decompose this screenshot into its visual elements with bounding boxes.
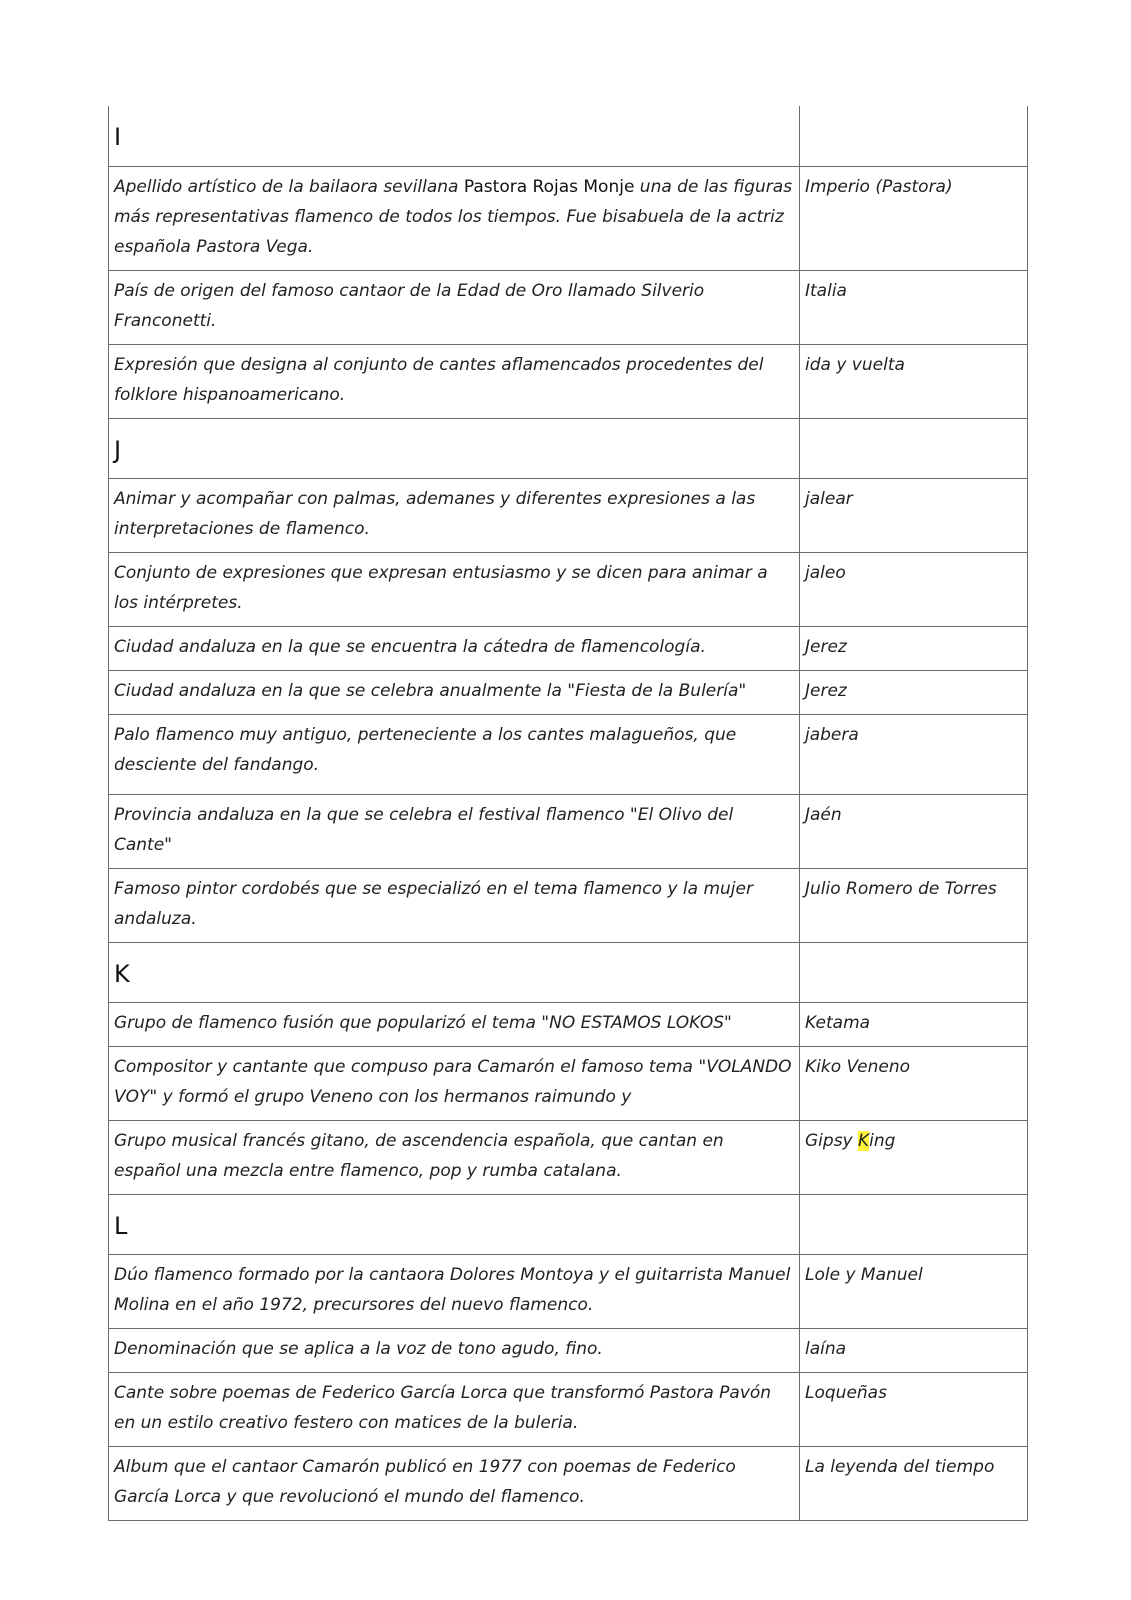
definition-cell: Cante sobre poemas de Federico García Lorca que transformó Pastora Pavón en un estilo creativo festero con matices de la buleria. (109, 1372, 800, 1446)
answer-cell: jabera (800, 714, 1028, 794)
section-header-row (109, 1194, 1028, 1254)
section-letter: I (114, 123, 122, 151)
section-letter-cell (109, 942, 800, 1002)
section-letter-cell (109, 418, 800, 478)
table-row (109, 552, 1028, 626)
definition-text: una de las figuras más representativas flamenco de todos los tiempos. Fue bisabuela de la actriz española Pastora Vega. (114, 176, 793, 257)
definition-cell: Ciudad andaluza en la que se celebra anualmente la "Fiesta de la Bulería" (109, 670, 800, 714)
table-row (109, 166, 1028, 270)
definition-text: Apellido artístico de la bailaora sevillana (114, 176, 464, 197)
definition-cell: Grupo de flamenco fusión que popularizó el tema "NO ESTAMOS LOKOS" (109, 1002, 800, 1046)
definition-emphasis: Pastora Rojas Monje (463, 176, 635, 197)
section-header-row (109, 942, 1028, 1002)
answer-cell: jaleo (800, 552, 1028, 626)
table-row (109, 1120, 1028, 1194)
table-row (109, 1372, 1028, 1446)
section-header-row (109, 418, 1028, 478)
table-row (109, 1254, 1028, 1328)
definition-cell: Dúo flamenco formado por la cantaora Dolores Montoya y el guitarrista Manuel Molina en el año 1972, precursores del nuevo flamenco. (109, 1254, 800, 1328)
definition-cell: Grupo musical francés gitano, de ascendencia española, que cantan en español una mezcla entre flamenco, pop y rumba catalana. (109, 1120, 800, 1194)
answer-text: Gipsy (805, 1130, 859, 1151)
section-letter: J (114, 435, 122, 464)
answer-cell: Jaén (800, 794, 1028, 868)
empty-cell (800, 106, 1028, 166)
answer-cell: Ketama (800, 1002, 1028, 1046)
empty-cell (800, 1194, 1028, 1254)
definition-cell: Animar y acompañar con palmas, ademanes y diferentes expresiones a las interpretaciones de flamenco. (109, 478, 800, 552)
section-letter-cell (109, 106, 800, 166)
table-row (109, 478, 1028, 552)
answer-cell: ida y vuelta (800, 344, 1028, 418)
table-row (109, 1046, 1028, 1120)
highlighted-letter: K (858, 1130, 870, 1151)
table-row (109, 344, 1028, 418)
answer-cell: Julio Romero de Torres (800, 868, 1028, 942)
answer-cell: Loqueñas (800, 1372, 1028, 1446)
definition-cell: País de origen del famoso cantaor de la Edad de Oro llamado Silverio Franconetti. (109, 270, 800, 344)
answer-cell: Jerez (800, 626, 1028, 670)
definition-cell: Famoso pintor cordobés que se especializó en el tema flamenco y la mujer andaluza. (109, 868, 800, 942)
definition-cell (109, 166, 800, 270)
empty-cell (800, 942, 1028, 1002)
answer-cell: Italia (800, 270, 1028, 344)
table-row (109, 626, 1028, 670)
answer-cell: jalear (800, 478, 1028, 552)
table-row (109, 1002, 1028, 1046)
section-letter: L (114, 1211, 128, 1240)
definition-cell: Provincia andaluza en la que se celebra el festival flamenco "El Olivo del Cante" (109, 794, 800, 868)
table-row (109, 1328, 1028, 1372)
answer-cell: laína (800, 1328, 1028, 1372)
table-row (109, 670, 1028, 714)
section-letter: K (114, 959, 130, 988)
definition-cell: Palo flamenco muy antiguo, perteneciente a los cantes malagueños, que desciente del fandango. (109, 714, 800, 794)
table-row (109, 794, 1028, 868)
definition-cell: Album que el cantaor Camarón publicó en 1977 con poemas de Federico García Lorca y que revolucionó el mundo del flamenco. (109, 1446, 800, 1520)
empty-cell (800, 418, 1028, 478)
answer-cell: Kiko Veneno (800, 1046, 1028, 1120)
table-row (109, 868, 1028, 942)
answer-cell: Lole y Manuel (800, 1254, 1028, 1328)
answer-cell: La leyenda del tiempo (800, 1446, 1028, 1520)
answer-cell: Jerez (800, 670, 1028, 714)
table-row (109, 714, 1028, 794)
answer-cell: Imperio (Pastora) (800, 166, 1028, 270)
definition-cell: Conjunto de expresiones que expresan entusiasmo y se dicen para animar a los intérpretes. (109, 552, 800, 626)
section-letter-cell (109, 1194, 800, 1254)
table-row (109, 270, 1028, 344)
table-row (109, 1446, 1028, 1520)
definition-cell: Expresión que designa al conjunto de cantes aflamencados procedentes del folklore hispanoamericano. (109, 344, 800, 418)
definition-cell: Compositor y cantante que compuso para Camarón el famoso tema "VOLANDO VOY" y formó el grupo Veneno con los hermanos raimundo y (109, 1046, 800, 1120)
answer-text: ing (869, 1130, 896, 1151)
definition-cell: Denominación que se aplica a la voz de tono agudo, fino. (109, 1328, 800, 1372)
definition-cell: Ciudad andaluza en la que se encuentra la cátedra de flamencología. (109, 626, 800, 670)
glossary-table (108, 106, 1028, 1521)
answer-cell (800, 1120, 1028, 1194)
section-header-row (109, 106, 1028, 166)
